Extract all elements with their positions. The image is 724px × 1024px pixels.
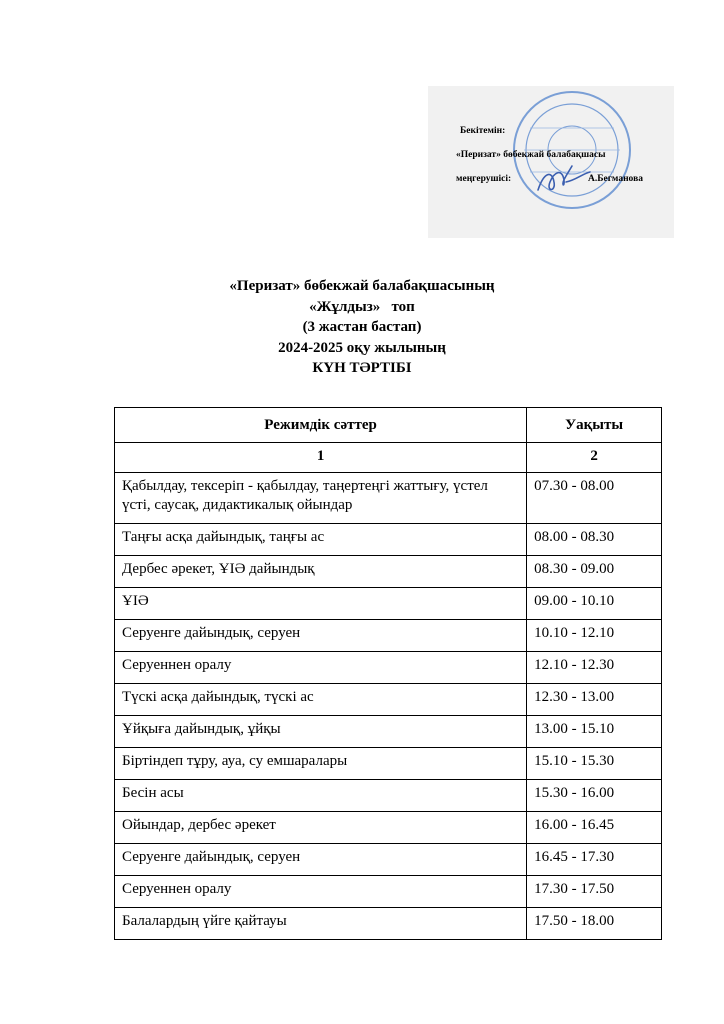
title-heading: КҮН ТӘРТІБІ [312, 360, 412, 376]
time-cell: 16.45 - 17.30 [527, 844, 662, 876]
activity-cell: Біртіндеп тұру, ауа, су емшаралары [115, 748, 527, 780]
time-cell: 08.30 - 09.00 [527, 556, 662, 588]
title-institution: «Перизат» бөбекжай балабақшасының [229, 278, 495, 294]
time-cell: 17.30 - 17.50 [527, 876, 662, 908]
title-age: (3 жастан бастап) [302, 319, 422, 335]
table-row [115, 844, 662, 876]
table-row [115, 684, 662, 716]
approval-institution: «Перизат» бөбекжай балабақшасы [456, 150, 606, 160]
activity-cell: Қабылдау, тексеріп - қабылдау, таңертеңгі жаттығу, үстел үсті, саусақ, дидактикалық ойындар [115, 473, 527, 524]
title-group: «Жұлдыз» топ [309, 298, 415, 315]
activity-cell: Таңғы асқа дайындық, таңғы ас [115, 524, 527, 556]
activity-cell: Дербес әрекет, ҰІӘ дайындық [115, 556, 527, 588]
table-row [115, 748, 662, 780]
table-row [115, 876, 662, 908]
column-number: 1 [115, 443, 527, 473]
approval-stamp-block [428, 86, 674, 238]
table-row [115, 620, 662, 652]
table-row [115, 473, 662, 524]
time-cell: 17.50 - 18.00 [527, 908, 662, 940]
column-number: 2 [527, 443, 662, 473]
activity-cell: Ұйқыға дайындық, ұйқы [115, 716, 527, 748]
daily-schedule-table [114, 407, 662, 940]
header-activities: Режимдік сәттер [115, 408, 527, 443]
table-row [115, 908, 662, 940]
table-row [115, 716, 662, 748]
table-row [115, 812, 662, 844]
time-cell: 12.10 - 12.30 [527, 652, 662, 684]
activity-cell: Серуеннен оралу [115, 652, 527, 684]
table-header-row [115, 408, 662, 443]
time-cell: 09.00 - 10.10 [527, 588, 662, 620]
document-title [0, 276, 724, 379]
director-name: А.Бегманова [588, 174, 643, 184]
activity-cell: Түскі асқа дайындық, түскі ас [115, 684, 527, 716]
activity-cell: Ойындар, дербес әрекет [115, 812, 527, 844]
table-row [115, 652, 662, 684]
activity-cell: Серуенге дайындық, серуен [115, 844, 527, 876]
activity-cell: ҰІӘ [115, 588, 527, 620]
table-row [115, 780, 662, 812]
approval-label: Бекітемін: [460, 126, 506, 136]
time-cell: 12.30 - 13.00 [527, 684, 662, 716]
table-row [115, 524, 662, 556]
table-row [115, 588, 662, 620]
time-cell: 15.10 - 15.30 [527, 748, 662, 780]
activity-cell: Бесін асы [115, 780, 527, 812]
approval-position: меңгерушісі: [456, 174, 512, 184]
signature-icon [532, 162, 594, 198]
activity-cell: Балалардың үйге қайтауы [115, 908, 527, 940]
column-number-row [115, 443, 662, 473]
table-row [115, 556, 662, 588]
time-cell: 10.10 - 12.10 [527, 620, 662, 652]
title-year: 2024-2025 оқу жылының [278, 339, 446, 356]
time-cell: 07.30 - 08.00 [527, 473, 662, 524]
time-cell: 16.00 - 16.45 [527, 812, 662, 844]
activity-cell: Серуенге дайындық, серуен [115, 620, 527, 652]
activity-cell: Серуеннен оралу [115, 876, 527, 908]
time-cell: 15.30 - 16.00 [527, 780, 662, 812]
header-time: Уақыты [527, 408, 662, 443]
time-cell: 13.00 - 15.10 [527, 716, 662, 748]
time-cell: 08.00 - 08.30 [527, 524, 662, 556]
